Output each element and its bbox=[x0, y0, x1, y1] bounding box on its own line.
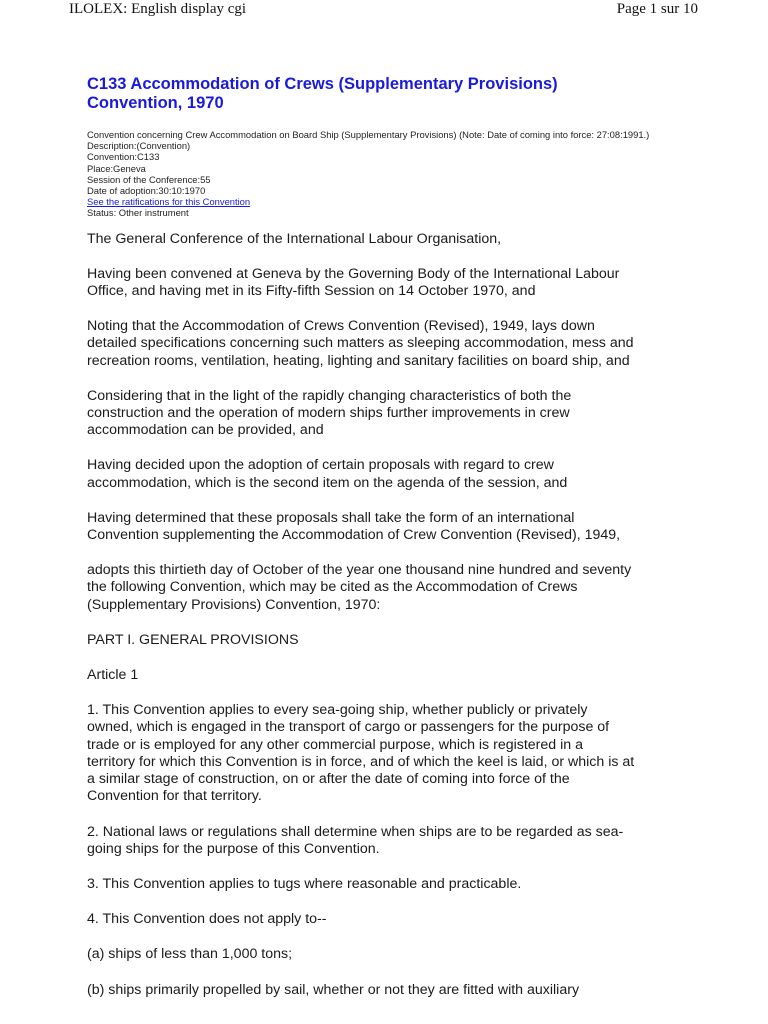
paragraph-preamble-2: Having been convened at Geneva by the Governing Body of the International Labour Office, and having met in its Fifty-fifth Session on 14 October 1970, and bbox=[87, 265, 620, 300]
convention-title-line1: C133 Accommodation of Crews (Supplementary Provisions) bbox=[87, 75, 558, 93]
meta-status: Status: Other instrument bbox=[87, 207, 189, 219]
paragraph-preamble-6: Having determined that these proposals shall take the form of an international Convention supplementing the Accommodation of Crew Convention (Revised), 1949, bbox=[87, 509, 621, 544]
meta-convention: Convention:C133 bbox=[87, 151, 160, 163]
article1-para4: 4. This Convention does not apply to-- bbox=[87, 911, 327, 928]
convention-title-line2: Convention, 1970 bbox=[87, 94, 224, 112]
article1-para4-item-b: (b) ships primarily propelled by sail, whether or not they are fitted with auxiliary bbox=[87, 981, 580, 998]
meta-session: Session of the Conference:55 bbox=[87, 173, 211, 185]
convention-title bbox=[87, 75, 687, 113]
article1-para1: 1. This Convention applies to every sea-going ship, whether publicly or privately owned, which is engaged in the transport of cargo or passengers for the purpose of trade or is employed for any other commercial purpose, which is registered in a territory for which this Convention is in force, and of which the keel is laid, or which is at a similar stage of construction, on or after the date of coming into force of the Convention for that territory. bbox=[87, 702, 635, 805]
paragraph-preamble-3: Noting that the Accommodation of Crews Convention (Revised), 1949, lays down detailed specifications concerning such matters as sleeping accommodation, mess and recreation rooms, ventilation, heating, lighting and sanitary facilities on board ship, and bbox=[87, 318, 634, 369]
part-heading: PART I. GENERAL PROVISIONS bbox=[87, 631, 299, 648]
paragraph-preamble-1: The General Conference of the International Labour Organisation, bbox=[87, 230, 502, 247]
ratifications-link[interactable]: See the ratifications for this Convention bbox=[87, 196, 251, 208]
document-content bbox=[87, 75, 687, 999]
meta-date-adoption: Date of adoption:30:10:1970 bbox=[87, 185, 206, 197]
header-source-title: ILOLEX: English display cgi bbox=[69, 1, 247, 17]
convention-metadata bbox=[87, 129, 687, 219]
meta-place: Place:Geneva bbox=[87, 162, 146, 174]
paragraph-adoption: adopts this thirtieth day of October of the year one thousand nine hundred and seventy the following Convention, which may be cited as the Accommodation of Crews (Supplementary Provisions) Convention, 1970: bbox=[87, 562, 632, 613]
meta-description: Description:(Convention) bbox=[87, 140, 191, 152]
header-page-number: Page 1 sur 10 bbox=[616, 1, 698, 17]
meta-summary: Convention concerning Crew Accommodation on Board Ship (Supplementary Provisions) (Note: Date of coming into force: 27:08:1991.) bbox=[87, 129, 650, 140]
meta-ratifications-row bbox=[87, 196, 687, 207]
paragraph-preamble-5: Having decided upon the adoption of certain proposals with regard to crew accommodation, which is the second item on the agenda of the session, and bbox=[87, 457, 568, 491]
article1-para4-item-a: (a) ships of less than 1,000 tons; bbox=[87, 946, 293, 963]
article1-para3: 3. This Convention applies to tugs where reasonable and practicable. bbox=[87, 875, 522, 892]
article1-para2: 2. National laws or regulations shall determine when ships are to be regarded as sea- going ships for the purpose of this Convention. bbox=[87, 823, 624, 857]
article-heading: Article 1 bbox=[87, 667, 139, 684]
paragraph-preamble-4: Considering that in the light of the rapidly changing characteristics of both the construction and the operation of modern ships further improvements in crew accommodation can be provided, and bbox=[87, 387, 572, 439]
convention-body bbox=[87, 231, 687, 999]
page-header bbox=[0, 0, 768, 22]
